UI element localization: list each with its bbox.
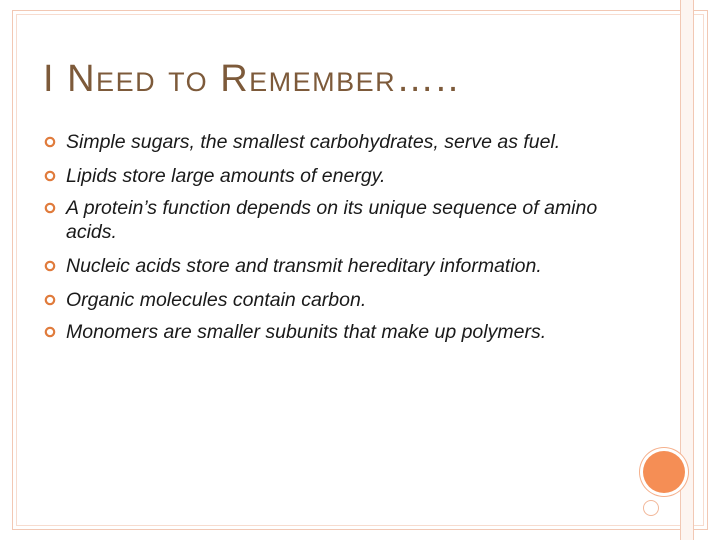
slide-title: I Need to Remember….. [43, 58, 460, 100]
ring-bullet-icon [44, 202, 56, 214]
bullet-text: Monomers are smaller subunits that make up polymers. [66, 321, 547, 343]
bullet-text: Nucleic acids store and transmit hereditary information. [66, 255, 542, 277]
ring-bullet-icon [44, 136, 56, 148]
bullet-item [44, 130, 614, 154]
bullet-item [44, 254, 614, 278]
bullet-item [44, 164, 614, 188]
ring-bullet-icon [44, 260, 56, 272]
bullet-text: Lipids store large amounts of energy. [66, 165, 386, 187]
bullet-text: Simple sugars, the smallest carbohydrates, serve as fuel. [66, 131, 561, 153]
bullet-list [44, 130, 614, 352]
ring-bullet-icon [44, 170, 56, 182]
bullet-text: A protein’s function depends on its unique sequence of amino acids. [66, 197, 598, 243]
bullet-text: Organic molecules contain carbon. [66, 289, 367, 311]
bullet-item [44, 196, 614, 244]
decorative-circle-small [643, 500, 659, 516]
ring-bullet-icon [44, 294, 56, 306]
bullet-item [44, 288, 614, 312]
ring-bullet-icon [44, 326, 56, 338]
bullet-item [44, 320, 614, 344]
decorative-circle-large [643, 451, 685, 493]
decorative-side-strip [680, 0, 694, 540]
